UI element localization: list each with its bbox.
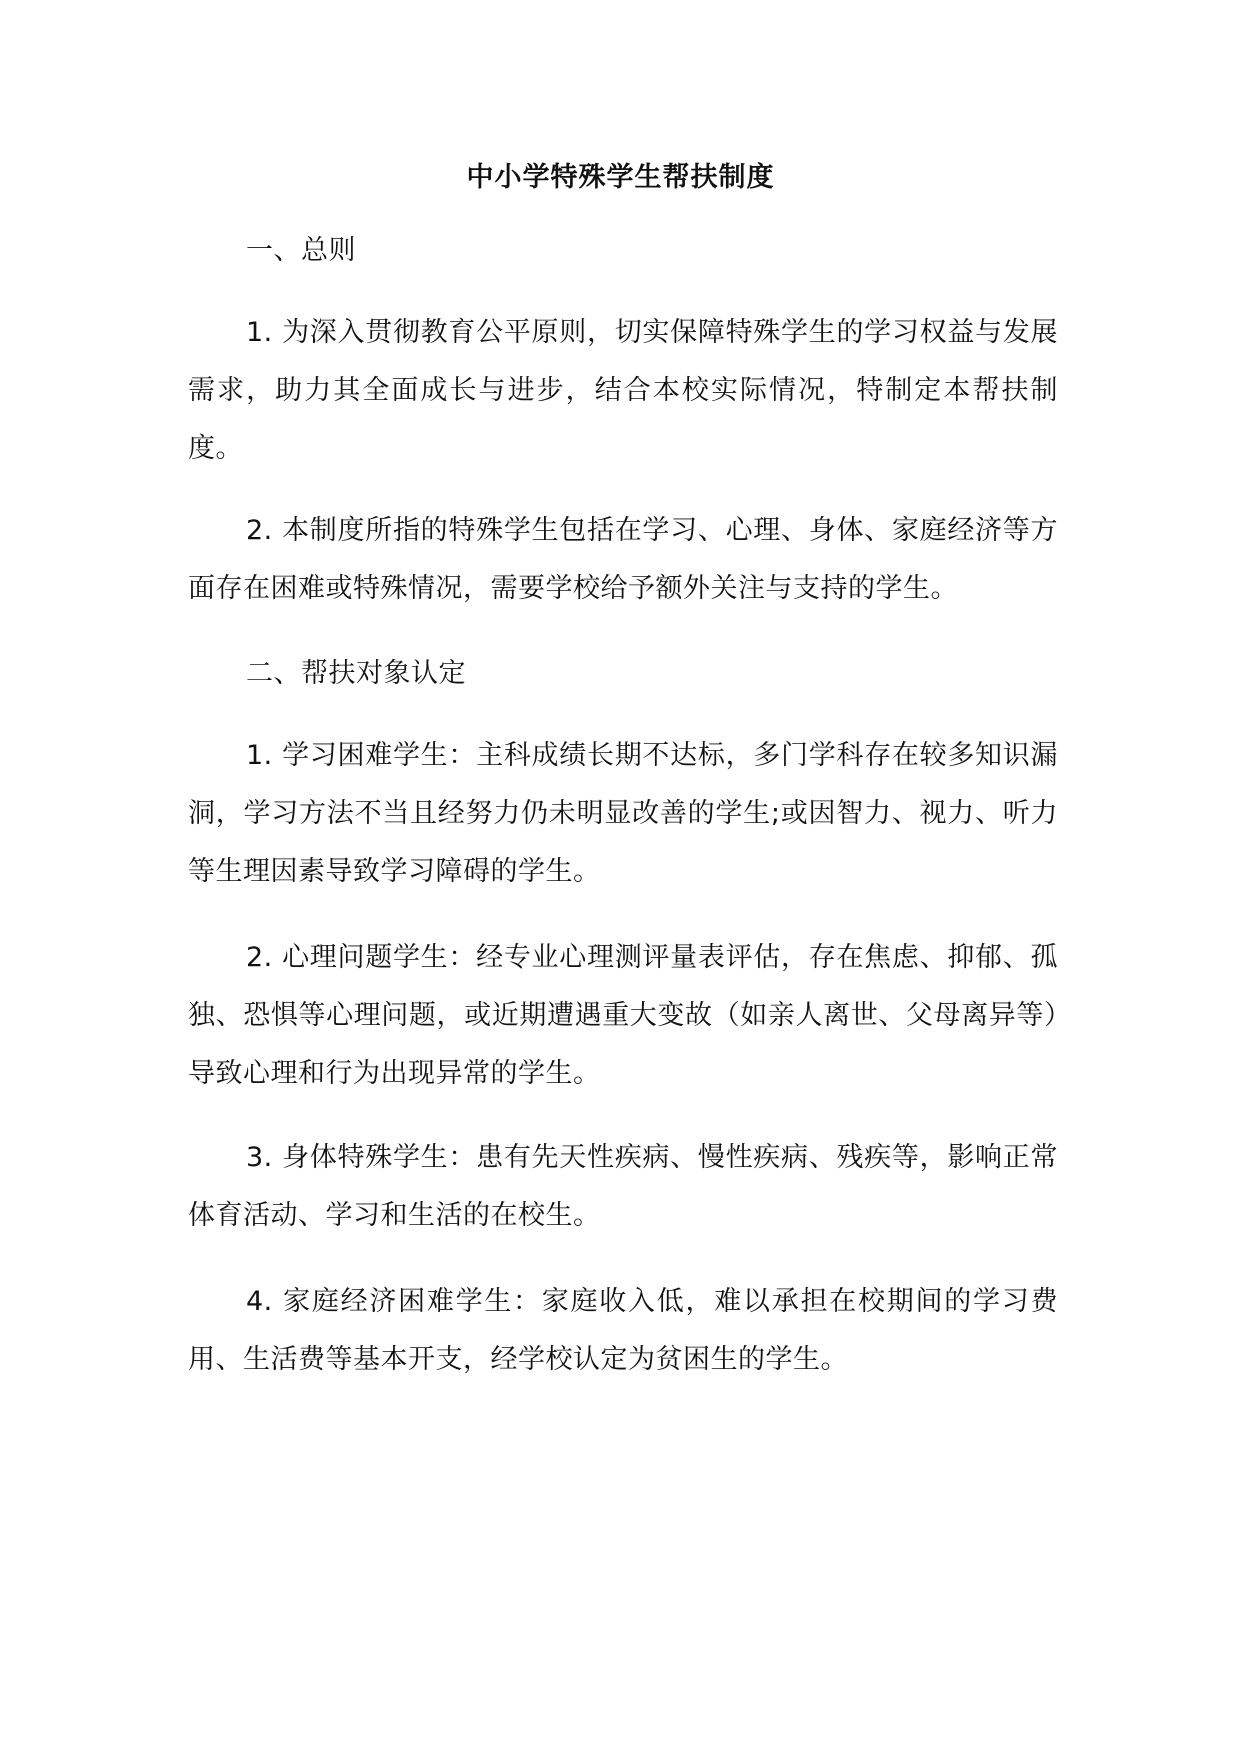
paragraph-target-4: 4. 家庭经济困难学生：家庭收入低，难以承担在校期间的学习费用、生活费等基本开支，经学校认定为贫困生的学生。 — [188, 1286, 1058, 1375]
paragraph-target-3: 3. 身体特殊学生：患有先天性疾病、慢性疾病、残疾等，影响正常体育活动、学习和生活的在校生。 — [188, 1142, 1058, 1231]
document-title: 中小学特殊学生帮扶制度 — [466, 162, 775, 193]
paragraph-target-2: 2. 心理问题学生：经专业心理测评量表评估，存在焦虑、抑郁、孤独、恐惧等心理问题，或近期遭遇重大变故（如亲人离世、父母离异等）导致心理和行为出现异常的学生。 — [188, 942, 1058, 1089]
section-heading-general: 一、总则 — [246, 235, 356, 266]
paragraph-general-1: 1. 为深入贯彻教育公平原则，切实保障特殊学生的学习权益与发展需求，助力其全面成长与进步，结合本校实际情况，特制定本帮扶制度。 — [188, 317, 1058, 464]
section-heading-target-identification: 二、帮扶对象认定 — [246, 658, 466, 689]
paragraph-target-1: 1. 学习困难学生：主科成绩长期不达标，多门学科存在较多知识漏洞，学习方法不当且经努力仍未明显改善的学生;或因智力、视力、听力等生理因素导致学习障碍的学生。 — [188, 740, 1058, 887]
paragraph-general-2: 2. 本制度所指的特殊学生包括在学习、心理、身体、家庭经济等方面存在困难或特殊情况，需要学校给予额外关注与支持的学生。 — [188, 515, 1058, 604]
